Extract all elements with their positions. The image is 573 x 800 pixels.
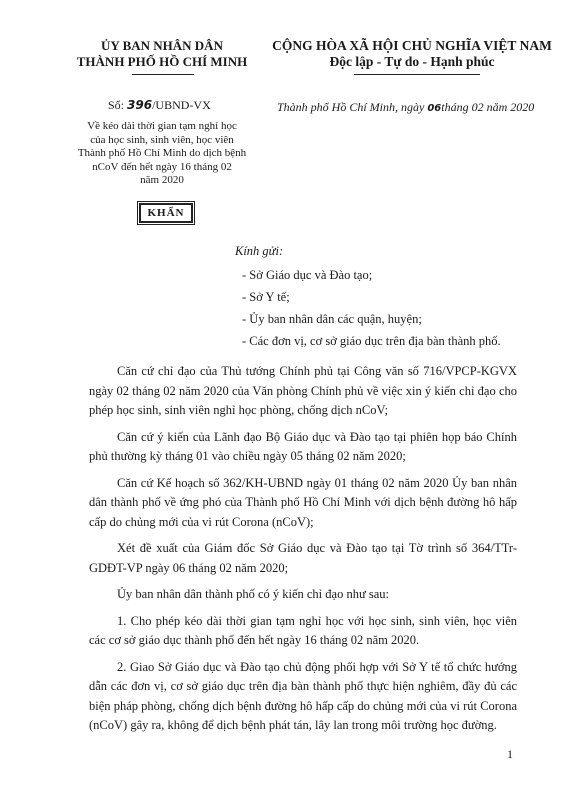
nation-motto: Độc lập - Tự do - Hạnh phúc bbox=[329, 54, 495, 69]
authority-line-1: ỦY BAN NHÂN DÂN bbox=[101, 38, 223, 53]
subject-line: nCoV đến hết ngày 16 tháng 02 bbox=[92, 160, 232, 173]
document-body bbox=[89, 362, 517, 743]
national-header bbox=[262, 38, 562, 70]
place-date-day: 06 bbox=[427, 103, 442, 114]
addressee-label: Kính gửi: bbox=[235, 244, 284, 258]
document-subject bbox=[62, 120, 262, 188]
recipient-item: - Sở Y tế; bbox=[242, 290, 290, 304]
body-paragraph: 1. Cho phép kéo dài thời gian tạm nghỉ học với học sinh, sinh viên, học viên các cơ sở giáo dục thành phố đến hết ngày 16 tháng 02 năm 2020. bbox=[89, 613, 517, 647]
motto-underline bbox=[354, 74, 480, 75]
recipient-item: - Ủy ban nhân dân các quận, huyện; bbox=[242, 312, 422, 326]
document-number-label: Số: bbox=[108, 98, 125, 112]
body-paragraph: Căn cứ Kế hoạch số 362/KH-UBND ngày 01 tháng 02 năm 2020 Ủy ban nhân dân thành phố về ứng phó của Thành phố Hồ Chí Minh với dịch bệnh đường hô hấp cấp do chủng mới của vi rút Corona (nCoV); bbox=[89, 475, 517, 529]
subject-line: Về kéo dài thời gian tạm nghỉ học bbox=[87, 120, 237, 132]
subject-line: năm 2020 bbox=[140, 174, 184, 186]
nation-title: CỘNG HÒA XÃ HỘI CHỦ NGHĨA VIỆT NAM bbox=[272, 38, 552, 53]
document-number bbox=[108, 98, 211, 113]
subject-line: của học sinh, sinh viên, học viên bbox=[90, 133, 234, 146]
subject-line: Thành phố Hồ Chí Minh do dịch bệnh bbox=[77, 147, 247, 159]
body-paragraph: Căn cứ chỉ đạo của Thủ tướng Chính phủ tại Công văn số 716/VPCP-KGVX ngày 02 tháng 02 năm 2020 của Văn phòng Chính phủ về việc xin ý kiến chỉ đạo cho phép học sinh, sinh viên nghỉ học phòng, chống dịch nCoV; bbox=[89, 364, 517, 417]
recipient-item: - Các đơn vị, cơ sở giáo dục trên địa bàn thành phố. bbox=[242, 334, 501, 348]
page-number: 1 bbox=[507, 747, 513, 761]
recipient-item: - Sở Giáo dục và Đào tạo; bbox=[242, 268, 373, 282]
place-date-suffix: tháng 02 năm 2020 bbox=[441, 100, 535, 114]
place-date-prefix: Thành phố Hồ Chí Minh, ngày bbox=[277, 100, 425, 114]
document-number-suffix: /UBND-VX bbox=[152, 98, 211, 112]
body-paragraph: 2. Giao Sở Giáo dục và Đào tạo chủ động phối hợp với Sở Y tế tổ chức hướng dẫn các đơn vị, cơ sở giáo dục trên địa bàn thành phố thực hiện nghiêm, đầy đủ các biện pháp phòng, chống dịch bệnh đường hô hấp cấp do chủng mới của vi rút Corona (nCoV) gây ra, không để dịch bệnh phát tán, lây lan trong môi trường học đường. bbox=[89, 659, 517, 732]
place-date bbox=[277, 100, 534, 115]
authority-line-2: THÀNH PHỐ HỒ CHÍ MINH bbox=[76, 54, 248, 69]
authority-underline bbox=[132, 74, 194, 75]
urgent-stamp: KHẨN bbox=[139, 203, 193, 223]
body-paragraph: Ủy ban nhân dân thành phố có ý kiến chỉ đạo như sau: bbox=[117, 587, 389, 601]
body-paragraph: Căn cứ ý kiến của Lãnh đạo Bộ Giáo dục và Đào tạo tại phiên họp báo Chính phủ thường kỳ tháng 01 vào chiều ngày 05 tháng 02 năm 2020; bbox=[89, 429, 517, 463]
recipient-list bbox=[242, 264, 501, 352]
body-paragraph: Xét đề xuất của Giám đốc Sở Giáo dục và Đào tạo tại Tờ trình số 364/TTr-GDĐT-VP ngày 06 tháng 02 năm 2020; bbox=[89, 541, 517, 575]
document-number-value: 396 bbox=[127, 98, 153, 112]
issuing-authority bbox=[62, 38, 262, 70]
